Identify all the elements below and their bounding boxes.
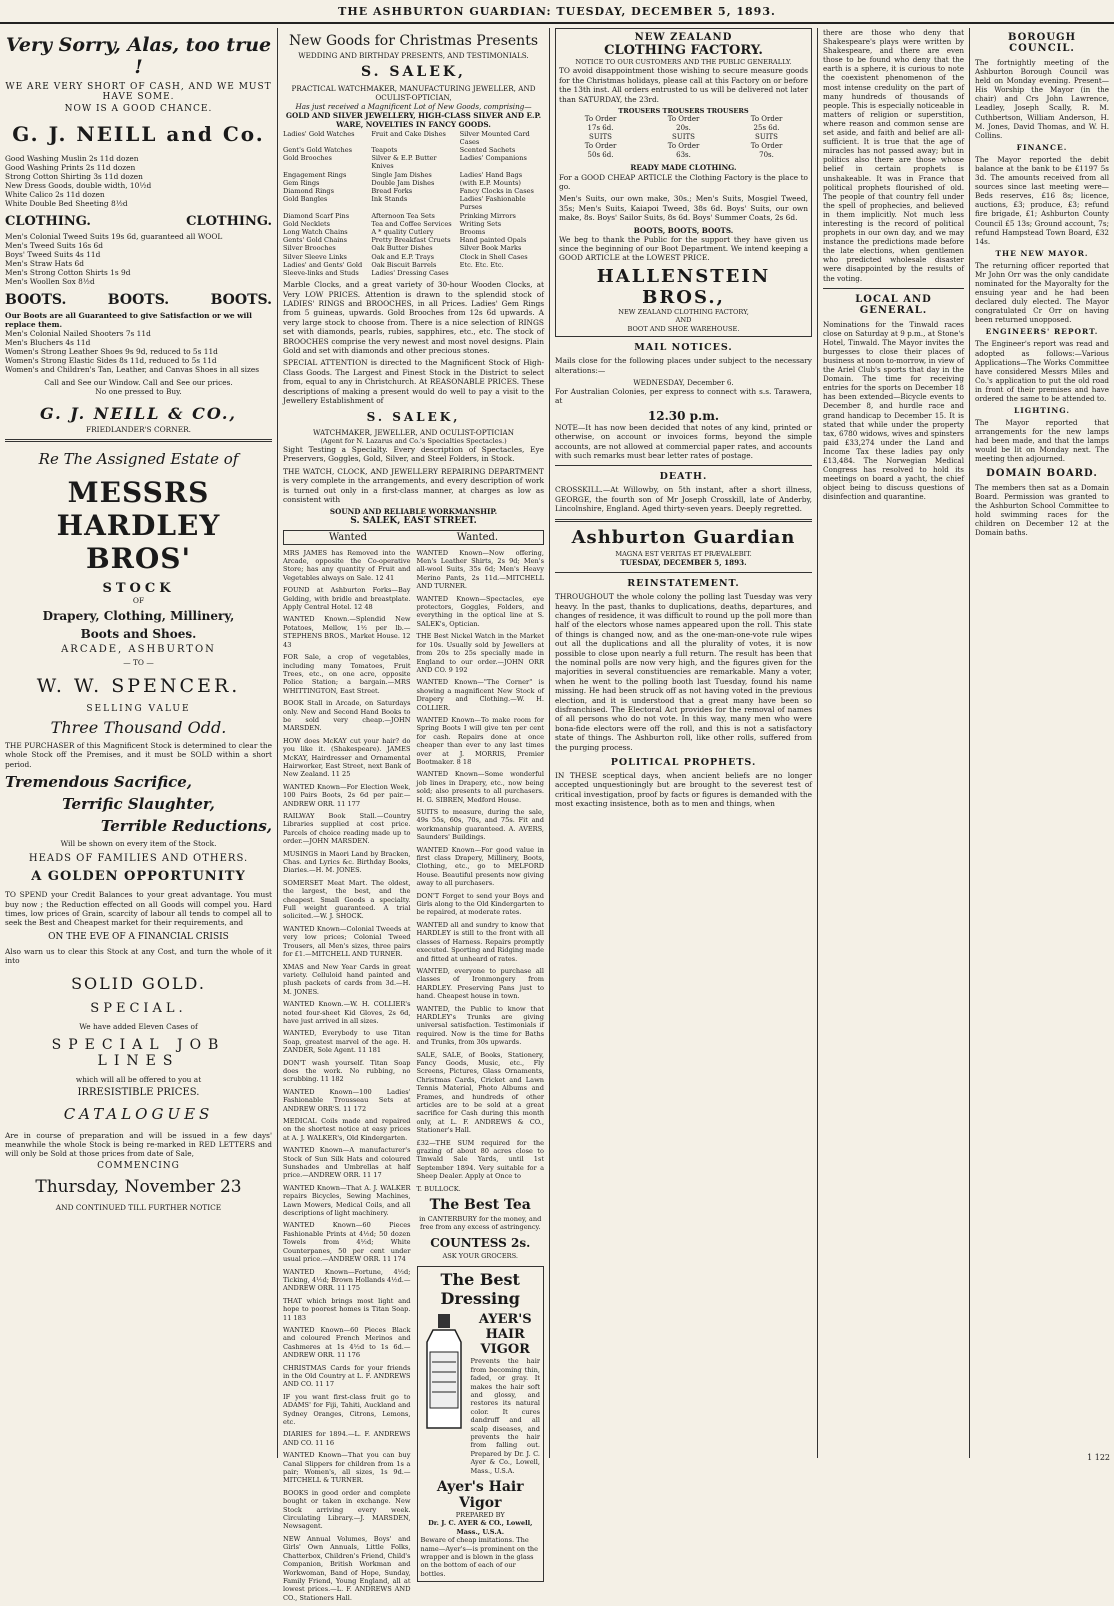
goods-item: Diamond Rings [283,186,335,195]
domain-board-heading: DOMAIN BOARD. [986,467,1098,479]
wanted-ad: WANTED Known—For Election Week, 100 Pairs Boots, 2s 6d per pair.—ANDREW ORR. 11 177 [283,782,411,808]
friedlanders-corner: FRIEDLANDER'S CORNER. [85,425,192,434]
nz-label: NEW ZEALAND [634,32,733,43]
countess-tea: COUNTESS 2s. [430,1235,531,1250]
divider [555,519,812,522]
goods-item: Gents' Gold Chains [283,236,347,245]
prepared-by: PREPARED BY [455,1510,505,1519]
catalogues-heading: CATALOGUES [63,1104,214,1123]
clothing-label-1: CLOTHING. [5,214,91,229]
boots-label-2: BOOTS. [107,292,170,308]
wanted-ad: WANTED Known—60 Pieces Fashionable Prints at 4½d; 50 dozen Towels from 4½d; White Counterpanes, 50 per cent under usual price.—ANDREW ORR. 11 174 [283,1221,411,1264]
goods-item: Ladies' Hand Bags [459,170,523,179]
price-cell: 63s. [676,151,691,160]
goods-item: Silver Mounted Card Cases [459,129,530,146]
masthead-title: THE ASHBURTON GUARDIAN: TUESDAY, DECEMBER 5, 1893. [338,4,776,18]
goods-item: Gent's Gold Watches [283,145,353,154]
goods-item: Gem Rings [283,178,320,187]
clothing-item: Men's Tweed Suits 16s 6d [5,241,103,250]
guardian-motto: MAGNA EST VERITAS ET PRÆVALEBIT. [615,549,752,558]
boots-item: Women's Strong Elastic Sides 8s 11d, reduced to 5s 11d [5,356,217,365]
boot-shoe-warehouse: BOOT AND SHOE WAREHOUSE. [627,324,740,333]
price-cell: SUITS [672,133,695,142]
death-notice: CROSSKILL.—At Willowby, on 5th instant, after a short illness, GEORGE, the fourth son of Mr Joseph Crosskill, late of Anderby, Lincolnshire, England. Aged thirty-seven years. Deeply regretted. [555,485,812,514]
boots-heading [5,292,272,308]
muslin-item: White Calico 2s 11d dozen [5,190,105,199]
mail-text: Mails close for the following places under subject to the necessary alterations:— [555,356,812,375]
goods-list [283,130,544,278]
wanted-ad: WANTED Known—Fortune, 4½d; Ticking, 4½d; Brown Hollands 4½d.—ANDREW ORR. 11 175 [283,1267,411,1293]
repair-department-text: THE WATCH, CLOCK, AND JEWELLERY REPAIRING DEPARTMENT is very complete in the arrangements, and every description of work is turned out only in a first-class manner, at charges as low as consistent with [283,466,544,505]
wanted-label-right: Wanted. [456,531,499,543]
column-4 [818,28,970,1458]
special-job-lines: SPECIAL JOB LINES [51,1036,226,1069]
price-cell: To Order [667,115,700,124]
ayers-hair-vigor-ad [417,1266,545,1582]
also-warn: Also warn us to clear this Stock at any Cost, and turn the whole of it into [5,946,272,966]
wanted-ad: THE Best Nickel Watch in the Market for 10s. Usually sold by Jewellers at from 20s to 25s specially made in England to our order.—JOHN ORR AND CO. 9 192 [416,632,544,674]
wanted-header [283,530,544,545]
wanted-ad: WANTED Known.—W. H. COLLIER's noted four-sheet Kid Gloves, 2s 6d, have just arrived in all sizes. [283,1000,411,1025]
goods-item: Clock in Shell Cases [459,252,528,261]
terrible-reductions: Terrible Reductions, [100,817,272,836]
hair-label: HAIR [485,1327,525,1343]
finance-heading: FINANCE. [1016,142,1068,152]
wanted-ad: BOOK Stall in Arcade, on Saturdays only. New and Second Hand Books to be sold very cheap.—JOHN MARSDEN. [283,699,411,733]
domain-board-text: The members then sat as a Domain Board. Permission was granted to the Ashburton School Committee to hold swimming races for the children on December 12 at the Domain baths. [975,482,1109,538]
wanted-ad: NEW Annual Volumes, Boys' and Girls' Own Annuals, Little Folks, Chatterbox, Children's Friend, Child's Companion, British Workman and Workwoman, Band of Hope, Sunday, Family Friend, Young England, all at lowest prices.—L. F. ANDREWS AND CO., Stationers Hall. [283,1534,411,1602]
received-line: Has just received a Magnificent Lot of New Goods, comprising— [295,102,532,112]
ayer-text: Prevents the hair from becoming thin, faded, or gray. It makes the hair soft and glossy, and restores its natural color. It cures dandruff and all scalp diseases, and prevents the hair from falling out. Prepared by Dr. J. C. Ayer & Co., Lowell, Mass., U.S.A. [470,1357,540,1475]
wanted-ad: WANTED Known—Colonial Tweeds at very low prices; Colonial Tweed Trousers, all Men's sizes, three pairs for £1.—MITCHELL AND TURNER. [283,924,411,959]
irresistible-prices: IRRESISTIBLE PRICES. [77,1086,200,1098]
page-number: 1 122 [1087,1453,1110,1462]
goods-item: Ladies' Companions [459,154,527,163]
wanted-ad: WANTED Known—60 Pieces Black and coloured French Merinos and Cashmeres at 1s 4½d to 1s 6d.—ANDREW ORR. 11 176 [283,1325,411,1360]
column-2-salek-advertisement [278,28,550,1602]
wanted-ad: WANTED Known—That you can buy Canal Slippers for children from 1s a pair; Women's, all sizes, 1s 9d.—MITCHELL & TURNER. [283,1451,411,1485]
goods-item: Oak Butter Dishes [371,244,433,253]
column-1-neill-advertisement [0,28,278,1458]
tremendous-sacrifice: Tremendous Sacrifice, [5,773,192,792]
clothing-item: Men's Colonial Tweed Suits 19s 6d, guaranteed all WOOL [5,232,223,241]
goods-item: Fruit and Cake Dishes [371,129,446,138]
columns [0,28,1114,1602]
goods-item: Scented Sachets [459,145,516,154]
wanted-ad: DIARIES for 1894.—L. F. ANDREWS AND CO. 11 16 [283,1430,411,1447]
political-prophets-text: IN THESE sceptical days, when ancient beliefs are no longer accepted unquestioningly but are brought to the severest test of critical investigation, proof by facts or figures is demanded with the most exacting insistence, both as to men and things, when [555,771,812,809]
wanted-ad: WANTED Known—To make room for Spring Boots I will give ten per cent for cash. Repairs done at once cheaper than ever to any last times over at J. MORRIS, Premier Bootmaker. 8 18 [416,715,544,766]
goods-item [460,269,544,277]
best-tea-heading: The Best Tea [429,1197,531,1214]
golden-text: TO SPEND your Credit Balances to your great advantage. You must buy now ; the Reduction effected on all Goods will compel you. Hard times, low prices of Grain, scarcity of labour all tends to compel all to seek the Best and Cheapest market for their requirements, and [5,890,272,928]
clothing-label-2: CLOTHING. [186,214,272,229]
nz-clothing-factory: NEW ZEALAND CLOTHING FACTORY, [618,307,749,316]
borough-council-heading: BOROUGH COUNCIL. [1007,32,1077,54]
goods-item: (with E.P. Mounts) [459,178,521,187]
local-general-heading: LOCAL AND GENERAL. [855,293,932,316]
wanted-ad: SOMERSET Meat Mart. The oldest, the largest, the best, and the cheapest. Small Goods a specialty. Full weight guaranteed. A trial solicited.—W. J. SHOCK. [283,878,411,921]
goods-item: Sleeve-links and Studs [283,269,359,278]
wanted-columns [283,549,544,1606]
local-general-text: Nominations for the Tinwald races close on Saturday at 9 p.m., at Stone's Hotel, Tinwald. The Mayor invites the burgesses to close their places of business at noon to-morrow, in view of the Ariel Club's sports that day in the Domain. The time for receiving entries for the sports on December 18 has been extended—Bicycle events to December 8, and hurdle race and grand handicap to December 15. It is stated that while under the property tax, 6780 widows, wives and spinsters paid £33,274 under the Land and Income Tax these ladies pay only £13,484. The Norwegian Medical Congress has resolved to hold its meetings on board a yacht, the chief object being to discuss questions of disinfection and quarantine. [823,319,964,502]
goods-item: Prinking Mirrors [459,211,516,220]
no-one-pressed: No one pressed to Buy. [95,387,182,396]
will-be-shown: Will be shown on every item of the Stock. [60,839,217,849]
goods-item: Silver & E.P. Butter Knives [371,154,437,171]
goods-item: Long Watch Chains [283,228,348,236]
clothing-item: Men's Strong Cotton Shirts 1s 9d [5,268,131,277]
goods-item: Brooms [459,228,486,236]
political-prophets-heading: POLITICAL PROPHETS. [610,757,757,769]
muslin-list [5,154,272,208]
watchmaker-line: PRACTICAL WATCHMAKER, MANUFACTURING JEWELLER, AND OCULIST-OPTICIAN, [291,84,536,103]
hardley-bros: MESSRS HARDLEY BROS' [56,476,221,575]
clothing-heading [5,214,272,229]
boots-list [5,329,272,374]
boots-boots-heading: BOOTS, BOOTS, BOOTS. [633,225,734,235]
boots-label-1: BOOTS. [5,292,67,308]
gold-silver-line: GOLD AND SILVER JEWELLERY, HIGH-CLASS SILVER AND E.P. WARE, NOVELTIES IN FANCY GOODS. [285,111,542,130]
price-cell: SUITS [755,133,778,142]
divider [823,288,964,289]
price-cell: To Order [584,142,617,151]
to-label: — TO — [123,658,154,667]
wanted-ad: RAILWAY Book Stall.—Country Libraries supplied at cost price. Parcels of choice reading made up to order.—JOHN MARSDEN. [283,812,411,846]
wanted-ad: WANTED Known—That A. J. WALKER repairs Bicycles, Sewing Machines, Lawn Mowers, Medical Coils, and all descriptions of light machinery. [283,1183,411,1218]
neill-signature: G. J. NEILL & CO., [40,404,237,423]
selling-value: SELLING VALUE [86,704,191,714]
and-label: AND [675,316,692,325]
guardian-masthead: Ashburton Guardian [571,526,796,548]
lighting-heading: LIGHTING. [1014,406,1070,416]
boots-item: Men's Bluchers 4s 11d [5,338,91,347]
ayers-label: AYER'S [478,1312,532,1328]
goods-item: Afternoon Tea Sets [371,211,435,220]
wanted-ad: WANTED, Everybody to use Titan Soap, greatest marvel of the age. H. ZANDER, Sole Agent. 11 181 [283,1029,411,1055]
reinstatement-heading: REINSTATEMENT. [627,578,740,590]
goods-item: Writing Sets [459,219,502,228]
goods-item: Bread Forks [371,186,413,195]
until-further-notice: AND CONTINUED TILL FURTHER NOTICE [55,1202,222,1212]
ayer-body [421,1312,541,1475]
wanted-ad: £32—THE SUM required for the grazing of about 80 acres close to Tinwald Sale Yards, until 1st September 1894. Very suitable for a Sheep Dealer. Apply at Once to [416,1138,544,1181]
solid-gold: SOLID GOLD. [71,973,206,993]
wanted-ad: MRS JAMES has Removed into the Arcade, opposite the Co-operative Store; has any quantity of Fruit and Vegetables always on Sale. 12 41 [283,548,411,582]
price-grid [559,115,808,160]
sorry-heading: Very Sorry, Alas, too true ! [5,34,272,78]
ayer-warning: Beware of cheap imitations. The name—Ayer's—is prominent on the wrapper and is blown in the glass on the bottom of each of our bottles. [420,1536,539,1578]
spencer-heading: W. W. SPENCER. [36,675,241,697]
avoid-text: TO avoid disappointment those wishing to secure measure goods for the Christmas holidays, please call at this Factory on or before the 13th inst. All orders entrusted to us will be delivered not later than SATURDAY, the 23rd. [559,66,808,104]
price-cell: 50s 6d. [587,151,614,160]
wanted-ad: WANTED Known—Now offering, Men's Leather Shirts, 2s 9d; Men's all-wool Suits, 35s 6d; Men's Heavy Merino Pants, 2s 11d.—MITCHELL AND TURNER. [416,548,544,591]
goods-item: Hand painted Opals [459,236,527,245]
trousers-heading: TROUSERS TROUSERS TROUSERS [618,107,749,116]
agent-line: (Agent for N. Lazarus and Co.'s Specialties Spectacles.) [320,436,507,445]
clothing-item: Men's Woollen Sox 8½d [5,277,95,286]
clothing-list [5,232,272,286]
borough-council-text: The fortnightly meeting of the Ashburton Borough Council was held on Monday evening. Present—His Worship the Mayor (in the chair) and Crs John Lawrence, Leadley, Joseph Scally, R. M. Cuthbertson, William Anderson, H. M. Jones, David Thomas, and W. H. Collins. [975,58,1109,140]
wanted-ad: DON'T Forget to send your Boys and Girls along to the Old Kindergarten to be repaired, at moderate rates. [416,891,545,917]
purchaser-text: THE PURCHASER of this Magnificent Stock is determined to clear the whole Stock off the Premises, and it must be SOLD within a short period. [5,741,272,769]
divider [555,465,812,466]
goods-item: Silver Book Marks [459,244,522,253]
muslin-item: New Dress Goods, double width, 10½d [5,181,152,190]
goods-item: A * quality Cutlery [371,228,434,236]
price-cell: To Order [750,142,783,151]
catalogues-text: Are in course of preparation and will be issued in a few days' meanwhile the whole Stock is being re-marked in RED LETTERS and will only be Sold at those prices from date of Sale, [5,1130,272,1159]
wanted-left-column [283,549,411,1606]
vigor-label: VIGOR [480,1342,530,1358]
new-mayor-heading: THE NEW MAYOR. [995,248,1089,258]
notice-line: NOTICE TO OUR CUSTOMERS AND THE PUBLIC GENERALLY. [575,58,792,66]
boots-item: Women's and Children's Tan, Leather, and Canvas Shoes in all sizes [5,365,260,374]
muslin-item: Good Washing Muslin 2s 11d dozen [5,154,139,163]
boots-item: Women's Strong Leather Shoes 9s 9d, reduced to 5s 11d [5,347,218,356]
price-cell: 25s 6d. [753,124,780,133]
ask-grocers: ASK YOUR GROCERS. [442,1251,518,1260]
mail-notices-heading: MAIL NOTICES. [634,342,733,354]
wanted-ad: MEDICAL Coils made and repaired on the shortest notice at easy prices at A. J. WALKER's, Old Kindergarten. [283,1117,411,1142]
golden-opportunity: A GOLDEN OPPORTUNITY [31,869,246,885]
wanted-ad: WANTED Known—A manufacturer's Stock of Sun Silk Hats and coloured Sunshades and Umbrellas at half price.—ANDREW ORR. 11 17 [283,1146,411,1180]
wanted-ad: WANTED Known—"The Corner" is showing a magnificent New Stock of Drapery and Clothing.—W. H. COLLIER. [416,678,544,712]
arcade-ashburton: ARCADE, ASHBURTON [61,644,216,655]
goods-item: Gold Necklets [283,219,331,228]
wanted-ad: MUSINGS in Maori Land by Bracken, Chas. and Lyrics &c. Birthday Books, Diaries.—H. M. JONES. [283,849,411,875]
goods-item: Engagement Rings [283,170,347,179]
ayers-hair-vigor-name: Ayer's Hair Vigor [436,1478,524,1511]
wanted-ad: WANTED Known—100 Ladies' Fashionable Trousseau Sets at ANDREW ORR'S. 11 172 [283,1087,411,1113]
price-cell: 20s. [676,124,691,133]
commencing: COMMENCING [97,1160,180,1171]
wanted-ad: THAT which brings most light and hope to poorest homes is Titan Soap. 11 183 [283,1296,411,1322]
good-cheap-text: For a GOOD CHEAP ARTICLE the Clothing Factory is the place to go. [559,172,808,191]
goods-item: Pretty Breakfast Cruets [371,236,451,245]
three-thousand: Three Thousand Odd. [50,718,227,737]
price-cell: 70s. [759,151,774,160]
goods-item: Ladies' Gold Watches [283,129,355,138]
marble-clocks-text: Marble Clocks, and a great variety of 30-hour Wooden Clocks, at Very LOW PRICES. Attention is drawn to the splendid stock of LADIES' RINGS and BROOCHES, in all Prices. Ladies' Gem Rings from 5 guineas, upwards. Gold Brooches from 12s 6d upwards. A very large stock to choose from. There is a nice selection of RINGS set with diamonds, pearls, rubies, sapphires, etc., etc. The stock of BROOCHES comprise the very newest and most novel designs. Plain Gold and set with diamonds and other precious stones. [283,280,544,356]
goods-item: Gold Brooches [283,154,332,163]
wanted-right-column [417,549,545,1606]
wanted-ad: FOUND at Ashburton Forks—Bay Gelding, with bridle and breastplate. Apply Central Hotel. 12 48 [283,586,411,612]
goods-item: Fancy Clocks in Cases [459,186,534,195]
price-cell: SUITS [589,133,612,142]
terrific-slaughter: Terrific Slaughter, [62,795,215,814]
mail-wednesday: WEDNESDAY, December 6. [633,377,734,387]
see-window: Call and See our Window. Call and See our prices. [44,378,233,387]
boots-label-3: BOOTS. [210,292,272,308]
boots-item: Men's Colonial Nailed Shooters 7s 11d [5,329,151,338]
wanted-ad: WANTED, the Public to know that HARDLEY's Trunks are giving universal satisfaction. Testimonials if required. Now is the time for Baths and Trunks, from 30s upwards. [416,1004,544,1047]
clothing-item: Men's Straw Hats 6d [5,259,84,268]
offered-at: which will all be offered to you at [75,1074,202,1084]
column-3 [550,28,818,1458]
new-mayor-text: The returning officer reported that Mr John Orr was the only candidate nominated for the Mayoralty for the ensuing year and he had been declared duly elected. The Mayor congratulated Cr Orr on having been returned unopposed. [975,260,1109,325]
masthead [0,0,1114,24]
reinstatement-article: THROUGHOUT the whole colony the polling last Tuesday was very heavy. In the past, thanks to duplications, deaths, departures, and changes of residence, it was difficult to round up the poll more than half of the electors whose names appeared upon the roll. This state of things is changed now, and as the one-man-one-vote rule wipes out all the duplications and all the plurality of votes, it is now possible to close upon nearly a full return. The result has been that the nominal polls are now very high, and the figures given for the majorities in several constituencies are remarkable. Many a voter, when he went to the polling booth last Tuesday, found his name missing. He had been struck off as not having voted in the previous election, and it is understood that a great many have been so disfranchised. The Electoral Act provides for the removal of names of all persons who do not vote. In this way, many men who were bona-fide electors were off the roll, and this is not a satisfactory state of things. The Ashburton roll, like other rolls, suffered from the purging process. [555,592,812,752]
mail-text-2: For Australian Colonies, per express to connect with s.s. Tarawera, at [555,387,812,406]
short-of-cash: WE ARE VERY SHORT OF CASH, AND WE MUST HAVE SOME. [5,82,272,102]
goods-item: Ladies' Fashionable Purses [459,195,526,212]
goods-item: Gold Bangles [283,195,328,204]
wanted-ad: XMAS and New Year Cards in great variety. Celluloid hand painted and plush packets of cards from 3d.—H. M. JONES. [283,962,411,996]
price-cell: To Order [584,115,617,124]
boots-shoes-heading: Boots and Shoes. [80,627,197,641]
salek-name-2: S. SALEK, [366,409,461,424]
thursday-date: Thursday, November 23 [35,1176,242,1197]
death-heading: DEATH. [659,471,708,483]
column-5 [970,28,1114,1458]
wanted-ad: CHRISTMAS Cards for your friends in the Old Country at L. F. ANDREWS AND CO. 11 17 [283,1363,411,1389]
goods-item: Etc. Etc. Etc. [459,260,504,269]
mail-note: NOTE—It has now been decided that notes of any kind, printed or otherwise, on account or invoices forms, beyond the simple accounts, are not allowed at commercial paper rates, and accounts with such remarks must bear letter rates of postage. [555,422,812,461]
hair-vigor-bottle-icon [421,1312,467,1432]
lighting-text: The Mayor reported that arrangements for the new lamps had been made, and that the lamps would be lit on Monday next. The meeting then adjourned. [975,418,1109,464]
drapery-heading: Drapery, Clothing, Millinery, [42,609,235,623]
watchmaker-line-2: WATCHMAKER, JEWELLER, AND OCULIST-OPTICIAN [312,427,515,437]
engineers-report-heading: ENGINEERS' REPORT. [985,327,1099,337]
goods-item: Ink Stands [371,195,408,204]
best-dressing-heading: The Best Dressing [440,1270,520,1309]
goods-item: Double Jam Dishes [371,178,435,187]
price-cell: 17s 6d. [587,124,614,133]
wanted-ad: IF you want first-class fruit go to ADAMS' for Fiji, Tahiti, Auckland and Sydney Oranges, Citrons, Lemons, etc. [283,1392,411,1426]
heads-of-families: HEADS OF FAMILIES AND OTHERS. [28,853,249,865]
we-beg-text: We beg to thank the Public for the support they have given us since the beginning of our Boot Department. We intend keeping a GOOD ARTICLE at the LOWEST PRICE. [559,234,808,263]
goods-item: Tea and Coffee Services [371,219,452,228]
eleven-cases: We have added Eleven Cases of [79,1021,198,1031]
stock-heading: STOCK [102,581,175,596]
goods-item: Oak Biscuit Barrels [371,260,437,269]
ayer-company: Dr. J. C. AYER & CO., Lowell, Mass., U.S.A. [428,1519,533,1536]
divider [555,572,812,573]
hallenstein-bros: HALLENSTEIN BROS., [596,265,771,308]
good-chance: NOW IS A GOOD CHANCE. [64,104,213,114]
muslin-item: White Double Bed Sheeting 8½d [5,199,128,208]
price-cell: To Order [667,142,700,151]
muslin-item: Strong Cotton Shirting 3s 11d dozen [5,172,143,181]
mail-time: 12.30 p.m. [647,408,720,423]
wanted-ad: BOOKS in good order and complete bought or taken in exchange. New Stock arriving every week. Circulating Library.—J. MARSDEN, Newsagent. [283,1488,411,1531]
goods-item: Teapots [371,145,398,154]
financial-crisis: ON THE EVE OF A FINANCIAL CRISIS [48,931,229,942]
sound-workmanship: SOUND AND RELIABLE WORKMANSHIP. [329,507,498,517]
goods-item: Silver Brooches [283,244,336,253]
ready-made-heading: READY MADE CLOTHING. [630,163,737,173]
goods-item: Ladies' Dressing Cases [371,269,449,278]
goods-item: Oak and E.P. Trays [371,252,435,261]
divider [5,439,272,442]
assigned-estate: Re The Assigned Estate of [38,450,239,468]
wanted-ad: WANTED all and sundry to know that HARDLEY is still to the front with all classes of Harness. Repairs promptly executed. Sporting and Ridging made and fitted at unheard of rates. [416,920,544,963]
wanted-ad: HOW does McKAY cut your hair? do you like it. (Shakespeare). JAMES McKAY, Hairdresser and Ornamental Hairworker, East Street, next Bank of New Zealand. 11 25 [283,736,411,779]
wanted-ad: FOR Sale, a crop of vegetables, including many Tomatoes, Fruit Trees, etc., on one acre, opposite Police Station; a bargain.—MRS WHITTINGTON, East Street. [283,653,411,695]
special-heading: SPECIAL. [90,1000,187,1016]
wanted-ad: WANTED Known.—Splendid New Potatoes, Mellow, 1½ per lb.—STEPHENS BROS., Market House. 12 43 [283,615,411,649]
wanted-ad: SUITS to measure, during the sale, 49s 55s, 60s, 70s, and 75s. Fit and workmanship guaranteed. A. AVERS, Saunders' Buildings. [416,808,544,842]
goods-item: Single Jam Dishes [371,170,432,179]
wanted-ad: WANTED Known—For good value in first class Drapery, Millinery, Boots, Clothing, etc., go to MELFORD House. Beautiful presents now giving away to all purchasers. [416,845,544,888]
men-suits-text: Men's Suits, our own make, 30s.; Men's Suits, Mosgiel Tweed, 35s; Men's Suits, Kaiapoi Tweed, 38s 6d. Boys' Suits, our own make, 8s. Boys' Sailor Suits, 8s 6d. Boys' Summer Coats, 2s 6d. [559,194,808,223]
wanted-right-list [417,549,545,1193]
salek-name: S. SALEK, [361,64,466,81]
muslin-item: Good Washing Prints 2s 11d dozen [5,163,136,172]
goods-item: Diamond Scarf Pins [283,211,350,220]
guardian-date: TUESDAY, DECEMBER 5, 1893. [620,558,747,568]
neill-heading: G. J. NEILL and Co. [12,122,265,146]
wanted-ad: T. BULLOCK. [416,1184,461,1193]
wedding-presents: WEDDING AND BIRTHDAY PRESENTS, AND TESTIMONIALS. [298,51,529,60]
price-cell: To Order [750,115,783,124]
clothing-factory-ad [555,28,812,337]
engineers-report-text: The Engineer's report was read and adopted as follows:—Various Applications—The Works Committee have considered Messrs Miles and Co.'s application to put the old road in front of their premises and have ordered the same to be attended to. [975,339,1109,403]
salek-east-street: S. SALEK, EAST STREET. [350,515,477,526]
sight-testing-text: Sight Testing a Specialty. Every description of Spectacles, Eye Preservers, Goggles, Gold, Silver, and Steel Folders, in Stock. [283,445,544,464]
special-attention-text: SPECIAL ATTENTION is directed to the Magnificent Stock of High-Class Goods. The Largest and Finest Stock in the District to select from, equal to any in Christchurch. At REASONABLE PRICES. These descriptions of making a present would do well to pay a visit to the Jewellery Establishment of [283,358,544,406]
clothing-factory-heading: CLOTHING FACTORY. [604,43,763,58]
wanted-ad: WANTED Known—Some wonderful job lines in Drapery, etc., now being sold; also presents to all purchasers. H. G. SIBREN, Medford House. [416,770,544,804]
wanted-ad: WANTED, everyone to purchase all classes of Ironmongery from HARDLEY. Preserving Pans just to hand. Cheapest house in town. [416,966,544,1001]
finance-text: The Mayor reported the debit balance at the bank to be £1197 5s 3d. The amounts received from all sources since last meeting were—Beds reserves, £16 8s; licence, auctions, £3; produce, £3; refund fire brigade, £1; Ashburton County Council £5 13s; Ground account, 7s; refund Hampstead Town Board, £32 14s. [975,154,1109,246]
boots-guarantee: Our Boots are all Guaranteed to give Satisfaction or we will replace them. [5,311,252,329]
new-goods-heading: New Goods for Christmas Presents [288,33,539,49]
clothing-item: Boys' Tweed Suits 4s 11d [5,250,101,259]
wanted-ad: DON'T wash yourself. Titan Soap does the work. No rubbing, no scrubbing. 11 182 [283,1058,411,1084]
wanted-label-left: Wanted [328,531,368,543]
of-label: OF [132,596,145,605]
prophets-continued: there are those who deny that Shakespeare's plays were written by Shakespeare, and there are even those to be found who deny that the earth is a sphere, it is curious to note the coexistent phenomenon of the most intense credulity on the part of many hundreds of thousands of people. This is especially noticeable in matters of religion or superstition, where reason and common sense are set aside, and faith and belief are all-sufficient. It is true that the age of miracles has not passed away; but in politics also there are those whose belief in certain prophets is unshakeable. It was in France that political prophets flourished of old. The people of that country fell under the spell of prophecies, and believed in them implicitly. Not much less interesting is the record of political prophets in our own day, and we may instance the predictions made before the late elections, when gentlemen who predicted wholesale disaster were disappointed by the results of the voting. [823,28,964,283]
wanted-ad: WANTED Known—Spectacles, eye protectors, Goggles, Folders, and everything in the optical line at S. SALEK's, Optician. [416,594,544,628]
goods-item: Ladies' and Gents' Gold [283,260,363,269]
wanted-ad: SALE, SALE, of Books, Stationery, Fancy Goods, Music, etc., Fly Screens, Pictures, Glass Ornaments, Christmas Cards, Cricket and Lawn Tennis Material, Photo Albums and Frames, and hundreds of other articles are to be sold at a great sacrifice for Cash during this month only, at L. F. ANDREWS & CO., Stationer's Hall. [416,1050,544,1135]
tea-text: in CANTERBURY for the money, and free from any excess of astringency. [419,1215,542,1232]
goods-item: Silver Sleeve Links [283,252,347,261]
